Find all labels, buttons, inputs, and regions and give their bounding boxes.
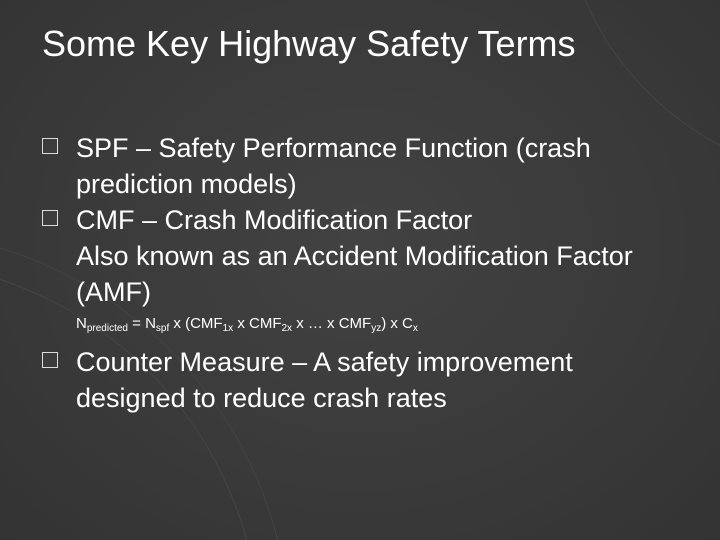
formula-subscript: x xyxy=(412,323,418,334)
bullet-cmf-text: CMF – Crash Modification Factor xyxy=(76,205,473,235)
bullet-cmf xyxy=(42,202,682,238)
formula-subscript: yz xyxy=(371,323,382,334)
formula-part: x (CMF xyxy=(169,315,223,332)
formula-subscript: 1x xyxy=(222,323,234,334)
slide-title: Some Key Highway Safety Terms xyxy=(42,23,576,64)
bullet-spf xyxy=(42,130,682,202)
square-bullet-icon xyxy=(42,210,58,226)
formula-part: N xyxy=(76,315,87,332)
formula-part: x … x CMF xyxy=(292,315,372,332)
slide-body xyxy=(42,130,682,416)
bullet-counter-measure xyxy=(42,344,682,416)
formula-part: ) x C xyxy=(381,315,413,332)
square-bullet-icon xyxy=(42,352,58,368)
formula-part: = N xyxy=(127,315,156,332)
formula-subscript: spf xyxy=(155,323,170,334)
bullet-spf-text: SPF – Safety Performance Function (crash prediction models) xyxy=(76,133,591,199)
formula-subscript: predicted xyxy=(86,323,128,334)
formula-part: x CMF xyxy=(233,315,282,332)
cmf-also-known-as: Also known as an Accident Modification Factor (AMF) xyxy=(76,241,633,307)
cmf-formula xyxy=(42,312,682,336)
square-bullet-icon xyxy=(42,138,58,154)
bullet-counter-measure-text: Counter Measure – A safety improvement designed to reduce crash rates xyxy=(76,347,573,413)
formula-subscript: 2x xyxy=(281,323,293,334)
